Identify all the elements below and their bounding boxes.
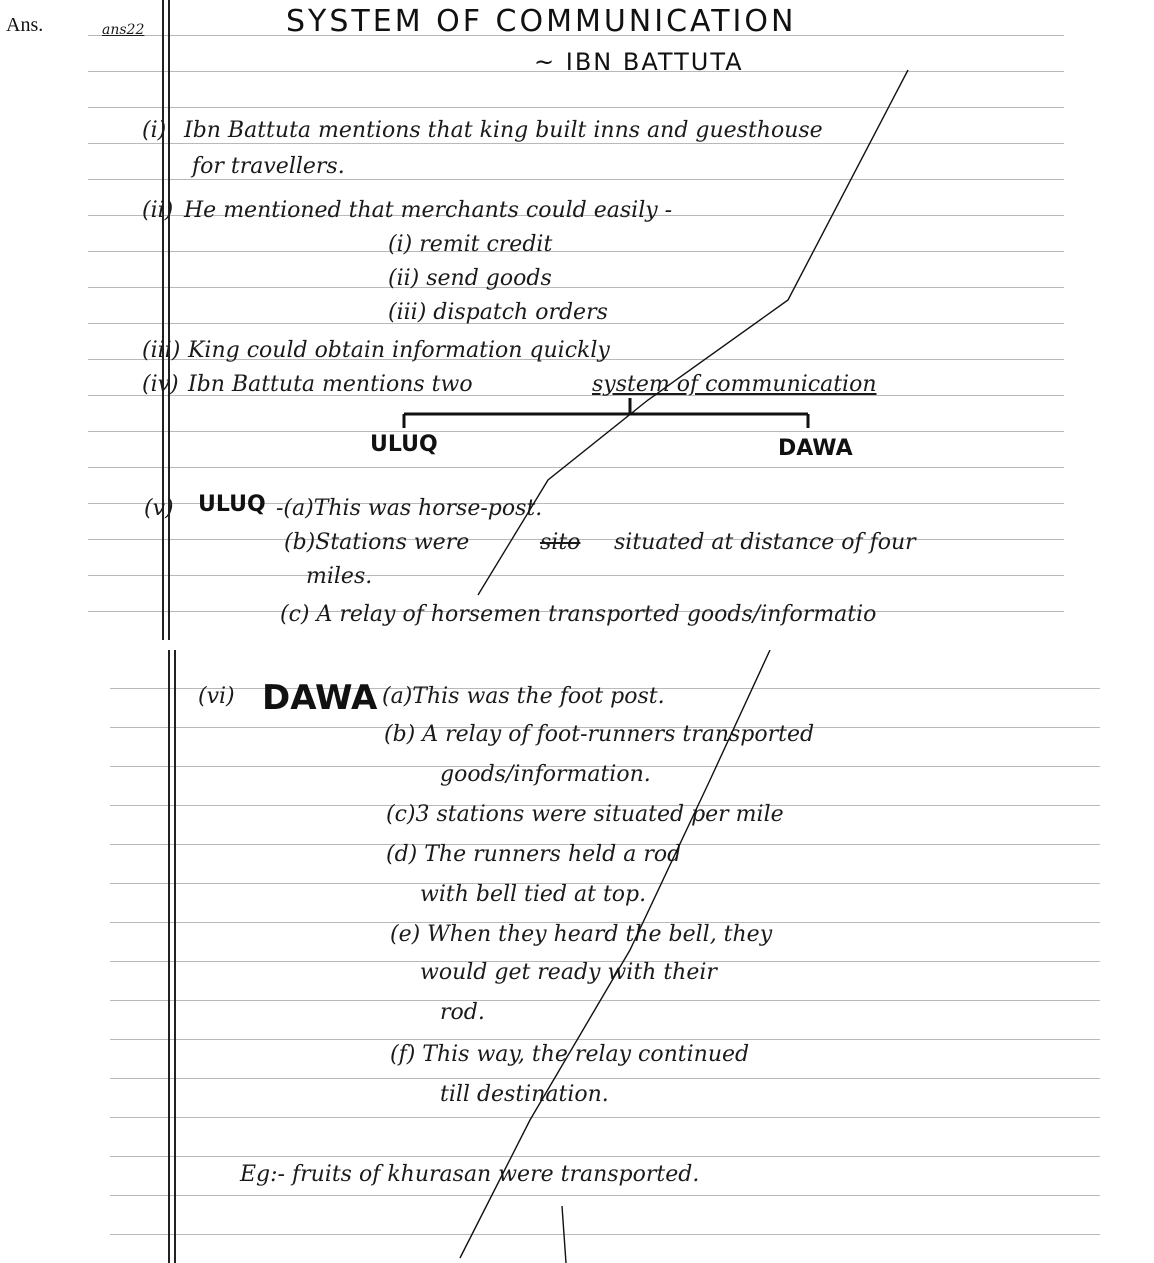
- point-text: Ibn Battuta mentions two: [188, 372, 473, 397]
- dawa-heading: DAWA: [262, 678, 378, 718]
- uluq-heading: ULUQ: [198, 492, 266, 517]
- uluq-line-c: (c) A relay of horsemen transported goods/informatio: [280, 602, 877, 627]
- margin-line: [174, 650, 176, 1263]
- diagram-right-label: DAWA: [778, 436, 853, 461]
- page-title: SYSTEM OF COMMUNICATION: [286, 4, 797, 39]
- sub-point-text: (iii) dispatch orders: [388, 300, 608, 325]
- uluq-line-b-rest: situated at distance of four: [614, 530, 916, 555]
- diagram-branch: [404, 398, 808, 428]
- diagram-left-label: ULUQ: [370, 432, 438, 457]
- point-number: (iv): [142, 372, 179, 397]
- uluq-line-a: -(a)This was horse-post.: [276, 496, 543, 521]
- answer-number: ans22: [102, 22, 145, 38]
- point-number: (vi): [198, 684, 235, 709]
- point-text: King could obtain information quickly: [188, 338, 610, 363]
- dawa-line: with bell tied at top.: [420, 882, 647, 907]
- dawa-line: rod.: [440, 1000, 485, 1025]
- dawa-line: (d) The runners held a rod: [386, 842, 682, 867]
- point-number: (ii): [142, 198, 174, 223]
- point-number: (iii): [142, 338, 181, 363]
- point-text: for travellers.: [192, 154, 345, 179]
- dawa-line: till destination.: [440, 1082, 609, 1107]
- margin-line: [168, 0, 170, 640]
- point-text: He mentioned that merchants could easily -: [184, 198, 673, 223]
- point-text: Ibn Battuta mentions that king built inns and guesthouse: [184, 118, 823, 143]
- uluq-line-b: (b)Stations were: [284, 530, 470, 555]
- answer-sheet-page-2: [110, 650, 1100, 1263]
- margin-line: [162, 0, 164, 640]
- dawa-line: would get ready with their: [420, 960, 717, 985]
- point-number: (v): [144, 496, 174, 521]
- dawa-line: (b) A relay of foot-runners transported: [384, 722, 815, 747]
- answer-label: Ans.: [6, 14, 44, 36]
- dawa-line: (c)3 stations were situated per mile: [386, 802, 784, 827]
- dawa-line: goods/information.: [440, 762, 651, 787]
- sub-point-text: (ii) send goods: [388, 266, 552, 291]
- struck-word: sito: [540, 530, 581, 555]
- uluq-line-b2: miles.: [306, 564, 373, 589]
- margin-line: [168, 650, 170, 1263]
- examiner-tick-mark: [562, 1206, 566, 1263]
- dawa-line: (a)This was the foot post.: [382, 684, 665, 709]
- point-number: (i): [142, 118, 167, 143]
- underlined-phrase: system of communication: [592, 372, 877, 397]
- example-line: Eg:- fruits of khurasan were transported.: [240, 1162, 700, 1187]
- examiner-tick-mark: [478, 70, 908, 595]
- page-subtitle: ~ IBN BATTUTA: [534, 48, 744, 76]
- dawa-line: (f) This way, the relay continued: [390, 1042, 750, 1067]
- dawa-line: (e) When they heard the bell, they: [390, 922, 773, 947]
- answer-sheet-page-1: [88, 0, 1064, 640]
- sub-point-text: (i) remit credit: [388, 232, 553, 257]
